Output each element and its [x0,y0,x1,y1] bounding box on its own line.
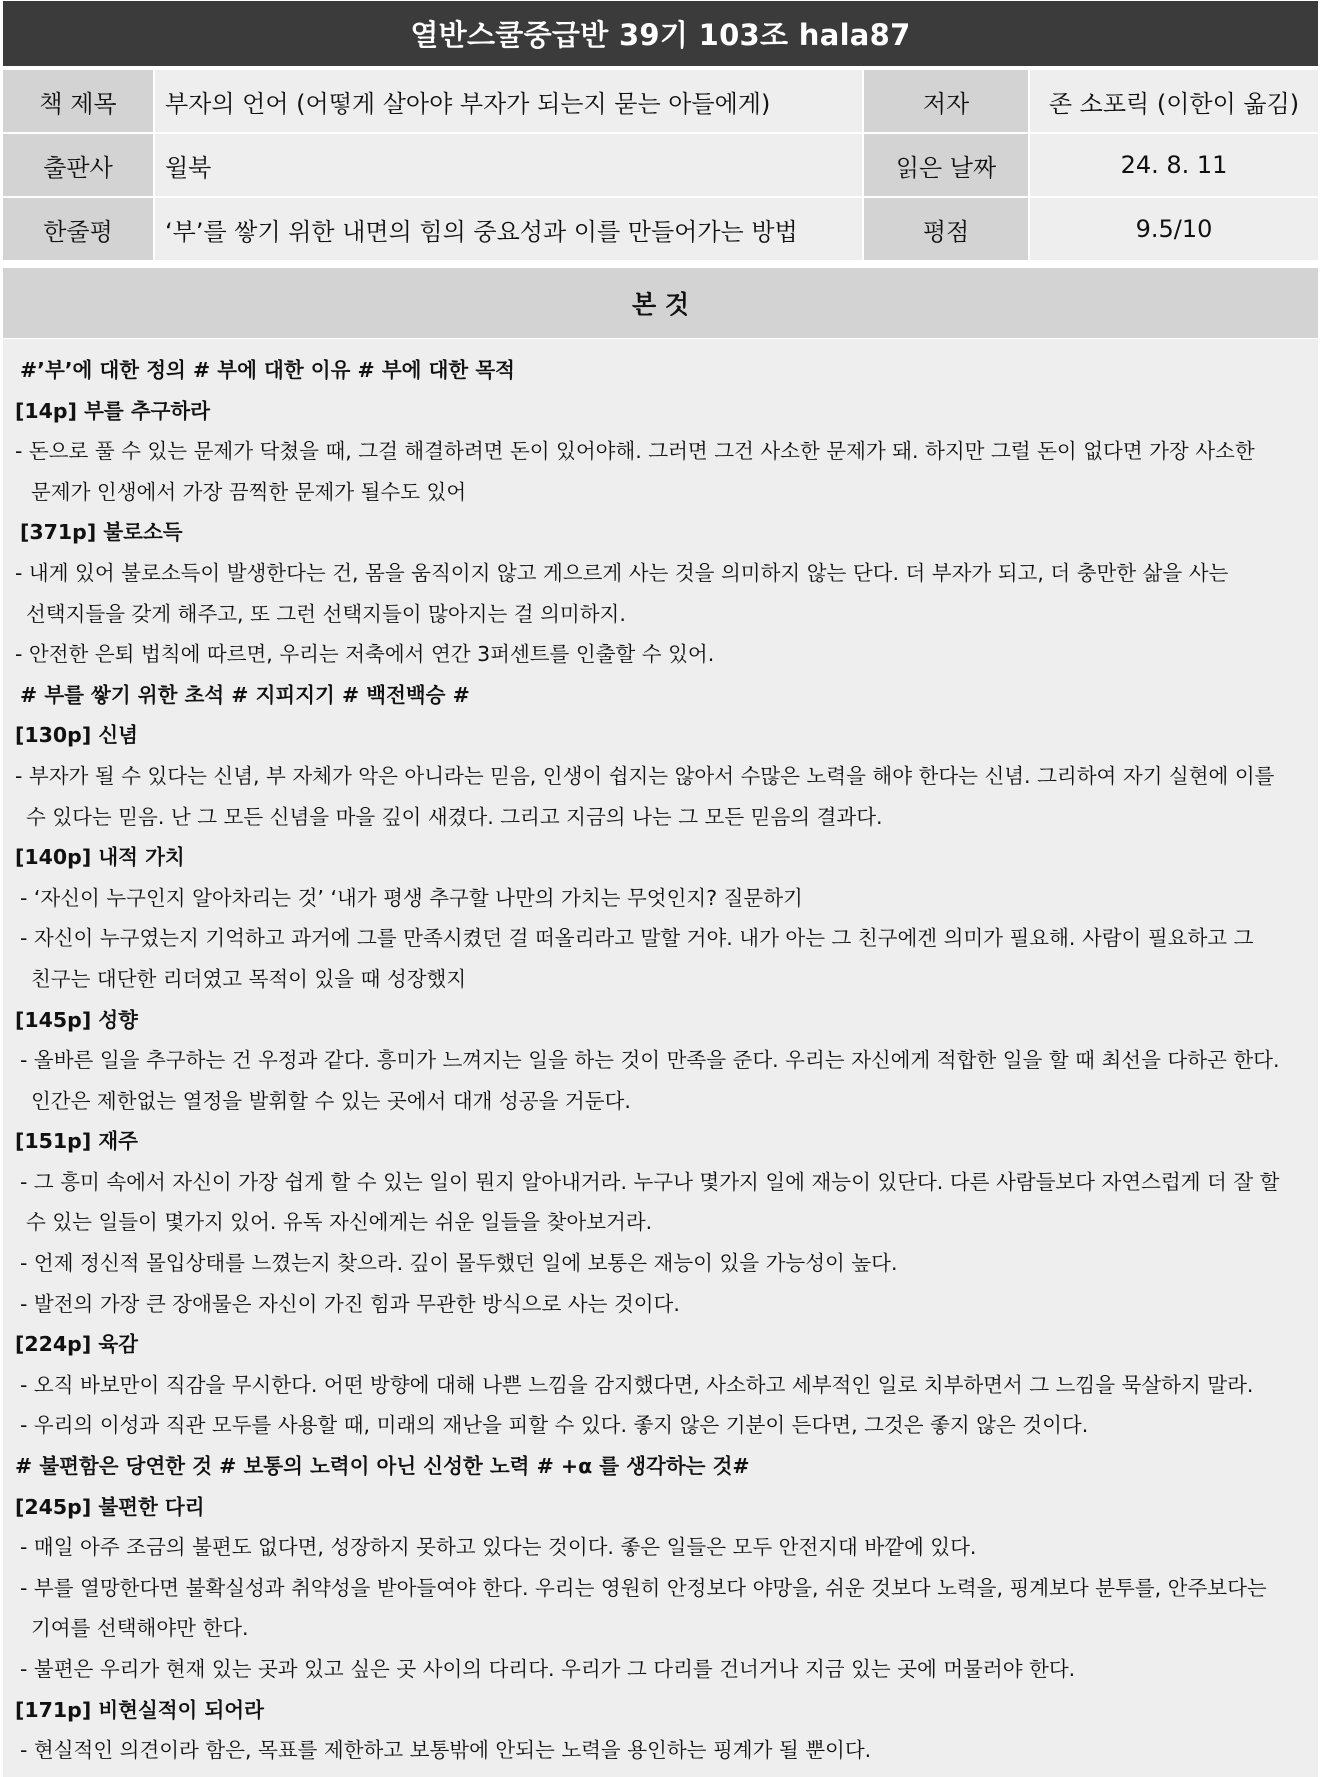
info-row-title [3,70,1318,132]
note-continuation: 선택지들을 갖게 해주고, 또 그런 선택지들이 많아지는 걸 의미하지. [26,601,626,626]
page-reference-heading: [171p] 비현실적이 되어라 [15,1697,264,1722]
page-reference-heading: [371p] 불로소득 [20,520,183,545]
note-bullet: - 자신이 누구였는지 기억하고 과거에 그를 만족시켰던 걸 떠올리라고 말할 거야. 내가 아는 그 친구에겐 의미가 필요해. 사람이 필요하고 그 [20,926,1254,951]
note-continuation: 친구는 대단한 리더였고 목적이 있을 때 성장했지 [31,966,467,991]
note-bullet: - 우리의 이성과 직관 모두를 사용할 때, 미래의 재난을 피할 수 있다. 좋지 않은 기분이 든다면, 그것은 좋지 않은 것이다. [20,1413,1089,1438]
book-title-value: 부자의 언어 (어떻게 살아야 부자가 되는지 묻는 아들에게) [155,70,862,132]
author-value: 존 소포릭 (이한이 옮김) [1030,70,1318,132]
section-title: 본 것 [3,268,1318,338]
note-bullet: - 부를 열망한다면 불확실성과 취약성을 받아들여야 한다. 우리는 영원히 안정보다 야망을, 쉬운 것보다 노력을, 핑계보다 분투를, 안주보다는 [20,1575,1267,1600]
page-reference-heading: [224p] 육감 [15,1332,138,1357]
publisher-label: 출판사 [3,134,153,196]
notes-content [3,339,1318,1777]
note-bullet: - 돈으로 풀 수 있는 문제가 닥쳤을 때, 그걸 해결하려면 돈이 있어야해. 그러면 그건 사소한 문제가 돼. 하지만 그럴 돈이 없다면 가장 사소한 [15,439,1255,464]
note-bullet: - ‘자신이 누구인지 알아차리는 것’ ‘내가 평생 추구할 나만의 가치는 무엇인지? 질문하기 [20,885,803,910]
note-bullet: - 그 흥미 속에서 자신이 가장 쉽게 할 수 있는 일이 뭔지 알아내거라. 누구나 몇가지 일에 재능이 있단다. 다른 사람들보다 자연스럽게 더 잘 할 [20,1169,1280,1194]
info-row-publisher [3,134,1318,196]
book-title-label: 책 제목 [3,70,153,132]
note-bullet: - 매일 아주 조금의 불편도 없다면, 성장하지 못하고 있다는 것이다. 좋은 일들은 모두 안전지대 바깥에 있다. [20,1535,977,1560]
hashtag-line: # 불편함은 당연한 것 # 보통의 노력이 아닌 신성한 노력 # +α 를 생각하는 것# [15,1454,750,1479]
page-reference-heading: [130p] 신념 [15,723,138,748]
note-continuation: 문제가 인생에서 가장 끔찍한 문제가 될수도 있어 [31,479,467,504]
note-bullet: - 내게 있어 불로소득이 발생한다는 건, 몸을 움직이지 않고 게으르게 사는 것을 의미하지 않는 단다. 더 부자가 되고, 더 충만한 삶을 사는 [15,560,1229,585]
page-reference-heading: [145p] 성향 [15,1007,138,1032]
note-bullet: - 언제 정신적 몰입상태를 느꼈는지 찾으라. 깊이 몰두했던 일에 보통은 재능이 있을 가능성이 높다. [20,1251,898,1276]
page-reference-heading: [14p] 부를 추구하라 [15,398,211,423]
page-title: 열반스쿨중급반 39기 103조 hala87 [3,1,1318,66]
read-date-value: 24. 8. 11 [1030,134,1318,196]
publisher-value: 윌북 [155,134,862,196]
hashtag-line: # 부를 쌓기 위한 초석 # 지피지기 # 백전백승 # [20,682,470,707]
note-bullet: - 오직 바보만이 직감을 무시한다. 어떤 방향에 대해 나쁜 느낌을 감지했다면, 사소하고 세부적인 일로 치부하면서 그 느낌을 묵살하지 말라. [20,1372,1254,1397]
hashtag-line: #’부’에 대한 정의 # 부에 대한 이유 # 부에 대한 목적 [20,358,515,382]
page-reference-heading: [151p] 재주 [15,1129,138,1154]
info-row-review [3,198,1318,260]
page-reference-heading: [245p] 불편한 다리 [15,1494,205,1519]
note-continuation: 수 있는 일들이 몇가지 있어. 유독 자신에게는 쉬운 일들을 찾아보거라. [26,1210,653,1235]
note-continuation: 인간은 제한없는 열정을 발휘할 수 있는 곳에서 대개 성공을 거둔다. [31,1088,631,1113]
oneline-review-value: ‘부’를 쌓기 위한 내면의 힘의 중요성과 이를 만들어가는 방법 [155,198,862,260]
oneline-review-label: 한줄평 [3,198,153,260]
note-bullet: - 안전한 은퇴 법칙에 따르면, 우리는 저축에서 연간 3퍼센트를 인출할 수 있어. [15,642,715,667]
note-continuation: 수 있다는 믿음. 난 그 모든 신념을 마을 깊이 새겼다. 그리고 지금의 나는 그 모든 믿음의 결과다. [26,804,883,829]
note-continuation: 기여를 선택해야만 한다. [31,1616,249,1641]
author-label: 저자 [864,70,1028,132]
note-bullet: - 올바른 일을 추구하는 건 우정과 같다. 흥미가 느껴지는 일을 하는 것이 만족을 준다. 우리는 자신에게 적합한 일을 할 때 최선을 다하곤 한다. [20,1048,1280,1073]
rating-value: 9.5/10 [1030,198,1318,260]
book-info-table [1,68,1320,262]
note-bullet: - 불편은 우리가 현재 있는 곳과 있고 싶은 곳 사이의 다리다. 우리가 그 다리를 건너거나 지금 있는 곳에 머물러야 한다. [20,1657,1076,1681]
note-bullet: - 현실적인 의견이라 함은, 목표를 제한하고 보통밖에 안되는 노력을 용인하는 핑계가 될 뿐이다. [20,1738,872,1763]
page-reference-heading: [140p] 내적 가치 [15,845,185,870]
note-bullet: - 발전의 가장 큰 장애물은 자신이 가진 힘과 무관한 방식으로 사는 것이다. [20,1291,680,1316]
read-date-label: 읽은 날짜 [864,134,1028,196]
rating-label: 평점 [864,198,1028,260]
note-bullet: - 부자가 될 수 있다는 신념, 부 자체가 악은 아니라는 믿음, 인생이 쉽지는 않아서 수많은 노력을 해야 한다는 신념. 그리하여 자기 실현에 이를 [15,763,1275,788]
